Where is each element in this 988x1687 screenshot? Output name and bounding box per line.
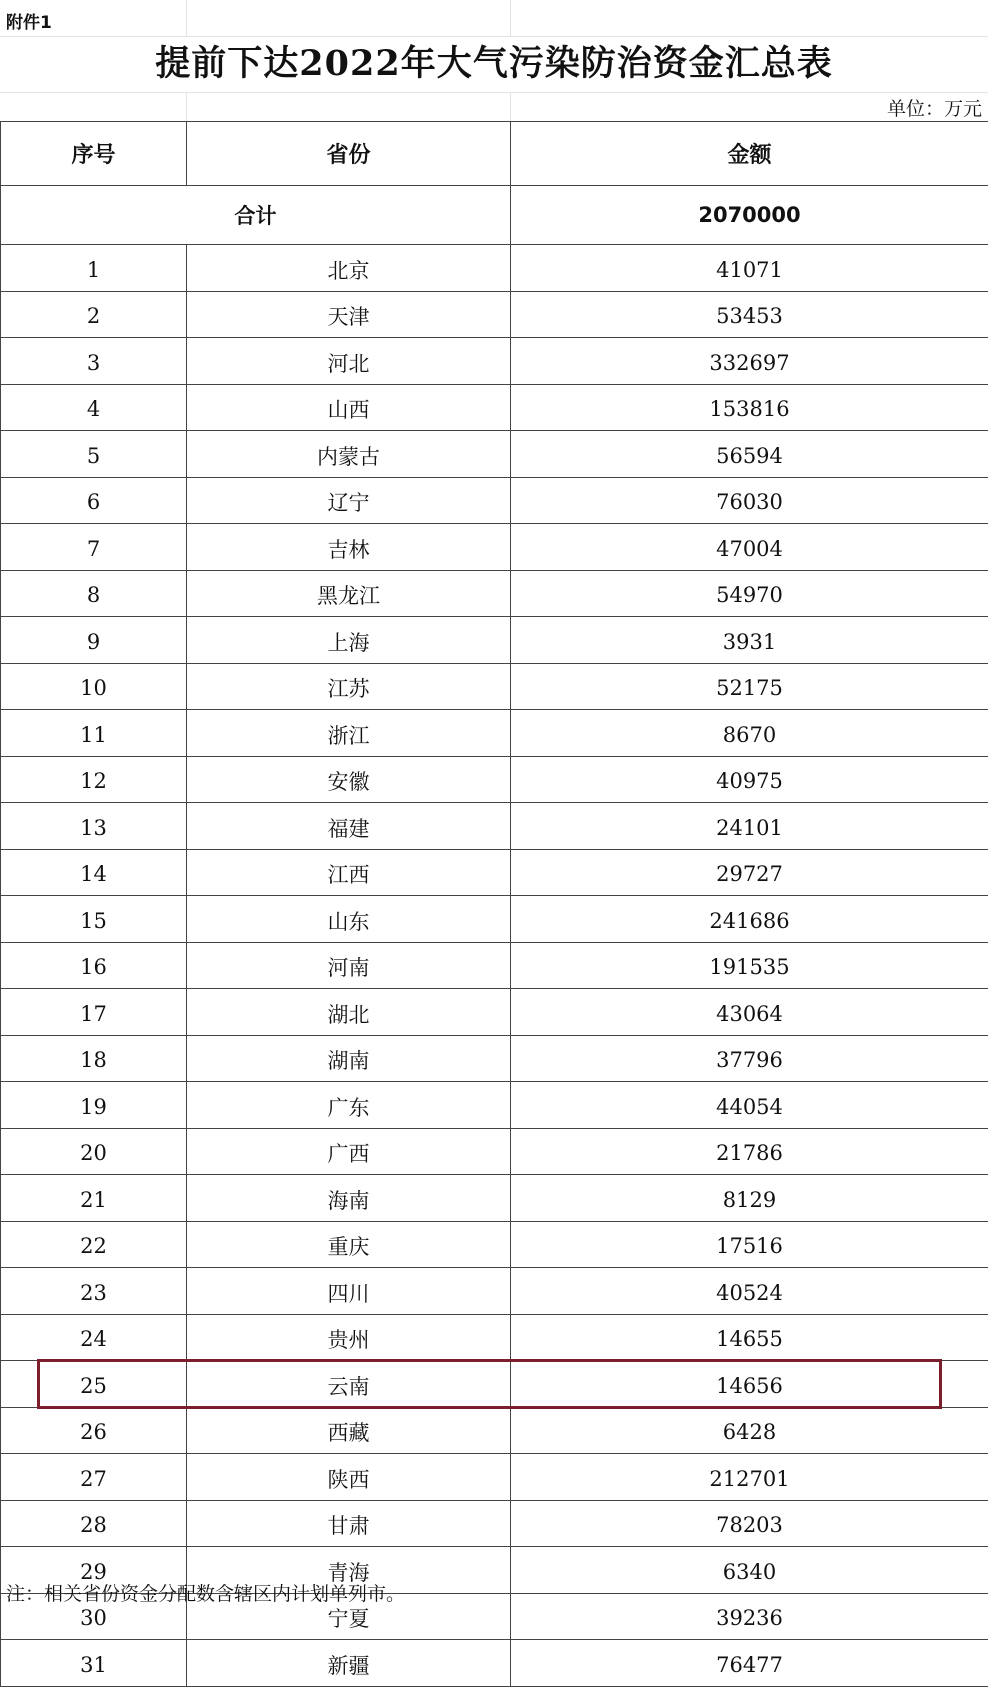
- cell-province: 安徽: [187, 756, 511, 803]
- table-title: 提前下达2022年大气污染防治资金汇总表: [0, 36, 988, 92]
- header-row: [1, 122, 988, 186]
- cell-amount: 24101: [511, 803, 988, 850]
- cell-index: 13: [1, 803, 187, 850]
- cell-province: 北京: [187, 245, 511, 292]
- cell-province: 西藏: [187, 1407, 511, 1454]
- cell-index: 29: [1, 1547, 187, 1594]
- cell-index: 9: [1, 617, 187, 664]
- cell-index: 27: [1, 1454, 187, 1501]
- gridline: [0, 92, 988, 93]
- table-row: [1, 524, 988, 571]
- gridline: [510, 0, 511, 36]
- cell-amount: 212701: [511, 1454, 988, 1501]
- cell-amount: 52175: [511, 663, 988, 710]
- cell-index: 30: [1, 1593, 187, 1640]
- cell-index: 12: [1, 756, 187, 803]
- cell-province: 云南: [187, 1361, 511, 1408]
- cell-province: 河北: [187, 338, 511, 385]
- cell-index: 5: [1, 431, 187, 478]
- cell-amount: 41071: [511, 245, 988, 292]
- cell-province: 上海: [187, 617, 511, 664]
- cell-amount: 241686: [511, 896, 988, 943]
- cell-amount: 44054: [511, 1082, 988, 1129]
- table-row: [1, 1407, 988, 1454]
- cell-amount: 6340: [511, 1547, 988, 1594]
- table-row: [1, 1082, 988, 1129]
- table-row: [1, 338, 988, 385]
- total-value: 2070000: [511, 186, 988, 245]
- cell-province: 江西: [187, 849, 511, 896]
- cell-index: 22: [1, 1221, 187, 1268]
- cell-province: 湖南: [187, 1035, 511, 1082]
- gridline: [510, 92, 511, 121]
- allocation-table: [0, 121, 988, 1687]
- cell-index: 28: [1, 1500, 187, 1547]
- cell-province: 新疆: [187, 1640, 511, 1687]
- cell-province: 四川: [187, 1268, 511, 1315]
- table-row: [1, 1500, 988, 1547]
- table-row: [1, 710, 988, 757]
- cell-index: 11: [1, 710, 187, 757]
- total-label: 合计: [1, 186, 511, 245]
- cell-amount: 54970: [511, 570, 988, 617]
- total-row: [1, 186, 988, 245]
- table-row: [1, 989, 988, 1036]
- table-row: [1, 384, 988, 431]
- cell-index: 20: [1, 1128, 187, 1175]
- cell-province: 宁夏: [187, 1593, 511, 1640]
- cell-index: 24: [1, 1314, 187, 1361]
- table-row: [1, 756, 988, 803]
- cell-index: 18: [1, 1035, 187, 1082]
- cell-amount: 332697: [511, 338, 988, 385]
- table-row: [1, 1128, 988, 1175]
- cell-amount: 76477: [511, 1640, 988, 1687]
- cell-province: 黑龙江: [187, 570, 511, 617]
- cell-province: 青海: [187, 1547, 511, 1594]
- cell-index: 19: [1, 1082, 187, 1129]
- table-row: [1, 570, 988, 617]
- cell-index: 14: [1, 849, 187, 896]
- cell-index: 26: [1, 1407, 187, 1454]
- cell-index: 2: [1, 291, 187, 338]
- cell-index: 16: [1, 942, 187, 989]
- cell-province: 山东: [187, 896, 511, 943]
- cell-amount: 29727: [511, 849, 988, 896]
- cell-province: 广西: [187, 1128, 511, 1175]
- table-row: [1, 1035, 988, 1082]
- table-row: [1, 663, 988, 710]
- unit-label: 单位：万元: [887, 94, 982, 121]
- cell-province: 内蒙古: [187, 431, 511, 478]
- gridline: [186, 0, 187, 36]
- cell-index: 6: [1, 477, 187, 524]
- cell-amount: 17516: [511, 1221, 988, 1268]
- cell-province: 甘肃: [187, 1500, 511, 1547]
- cell-province: 天津: [187, 291, 511, 338]
- table-row: [1, 477, 988, 524]
- cell-index: 3: [1, 338, 187, 385]
- sheet-top-band: [0, 0, 988, 36]
- cell-amount: 8129: [511, 1175, 988, 1222]
- cell-index: 23: [1, 1268, 187, 1315]
- cell-amount: 56594: [511, 431, 988, 478]
- cell-province: 湖北: [187, 989, 511, 1036]
- cell-amount: 39236: [511, 1593, 988, 1640]
- cell-province: 辽宁: [187, 477, 511, 524]
- gridline: [186, 92, 187, 121]
- cell-amount: 8670: [511, 710, 988, 757]
- table-row: [1, 896, 988, 943]
- cell-amount: 47004: [511, 524, 988, 571]
- cell-province: 河南: [187, 942, 511, 989]
- annex-label: 附件1: [6, 8, 52, 33]
- cell-amount: 40975: [511, 756, 988, 803]
- cell-amount: 191535: [511, 942, 988, 989]
- table-row: [1, 1221, 988, 1268]
- cell-index: 25: [1, 1361, 187, 1408]
- cell-province: 山西: [187, 384, 511, 431]
- footnote: 注：相关省份资金分配数含辖区内计划单列市。: [6, 1579, 405, 1606]
- table-row: [1, 1175, 988, 1222]
- table-row: [1, 431, 988, 478]
- cell-amount: 76030: [511, 477, 988, 524]
- cell-amount: 3931: [511, 617, 988, 664]
- cell-amount: 78203: [511, 1500, 988, 1547]
- cell-index: 21: [1, 1175, 187, 1222]
- table-row: [1, 617, 988, 664]
- cell-amount: 14655: [511, 1314, 988, 1361]
- table-row: [1, 1640, 988, 1687]
- cell-province: 吉林: [187, 524, 511, 571]
- header-amount: 金额: [511, 122, 988, 186]
- table-row: [1, 1361, 988, 1408]
- header-index: 序号: [1, 122, 187, 186]
- cell-province: 海南: [187, 1175, 511, 1222]
- cell-index: 10: [1, 663, 187, 710]
- table-row: [1, 1268, 988, 1315]
- cell-index: 31: [1, 1640, 187, 1687]
- table-row: [1, 942, 988, 989]
- table-row: [1, 291, 988, 338]
- cell-amount: 40524: [511, 1268, 988, 1315]
- cell-province: 福建: [187, 803, 511, 850]
- cell-province: 浙江: [187, 710, 511, 757]
- table-row: [1, 1454, 988, 1501]
- cell-amount: 14656: [511, 1361, 988, 1408]
- table-row: [1, 803, 988, 850]
- cell-province: 重庆: [187, 1221, 511, 1268]
- cell-index: 4: [1, 384, 187, 431]
- cell-province: 广东: [187, 1082, 511, 1129]
- cell-amount: 53453: [511, 291, 988, 338]
- cell-index: 17: [1, 989, 187, 1036]
- cell-amount: 43064: [511, 989, 988, 1036]
- cell-province: 江苏: [187, 663, 511, 710]
- cell-index: 15: [1, 896, 187, 943]
- cell-province: 陕西: [187, 1454, 511, 1501]
- cell-province: 贵州: [187, 1314, 511, 1361]
- cell-amount: 21786: [511, 1128, 988, 1175]
- cell-amount: 6428: [511, 1407, 988, 1454]
- table-row: [1, 1314, 988, 1361]
- header-province: 省份: [187, 122, 511, 186]
- cell-index: 7: [1, 524, 187, 571]
- table-row: [1, 245, 988, 292]
- cell-index: 8: [1, 570, 187, 617]
- cell-index: 1: [1, 245, 187, 292]
- table-row: [1, 849, 988, 896]
- cell-amount: 37796: [511, 1035, 988, 1082]
- cell-amount: 153816: [511, 384, 988, 431]
